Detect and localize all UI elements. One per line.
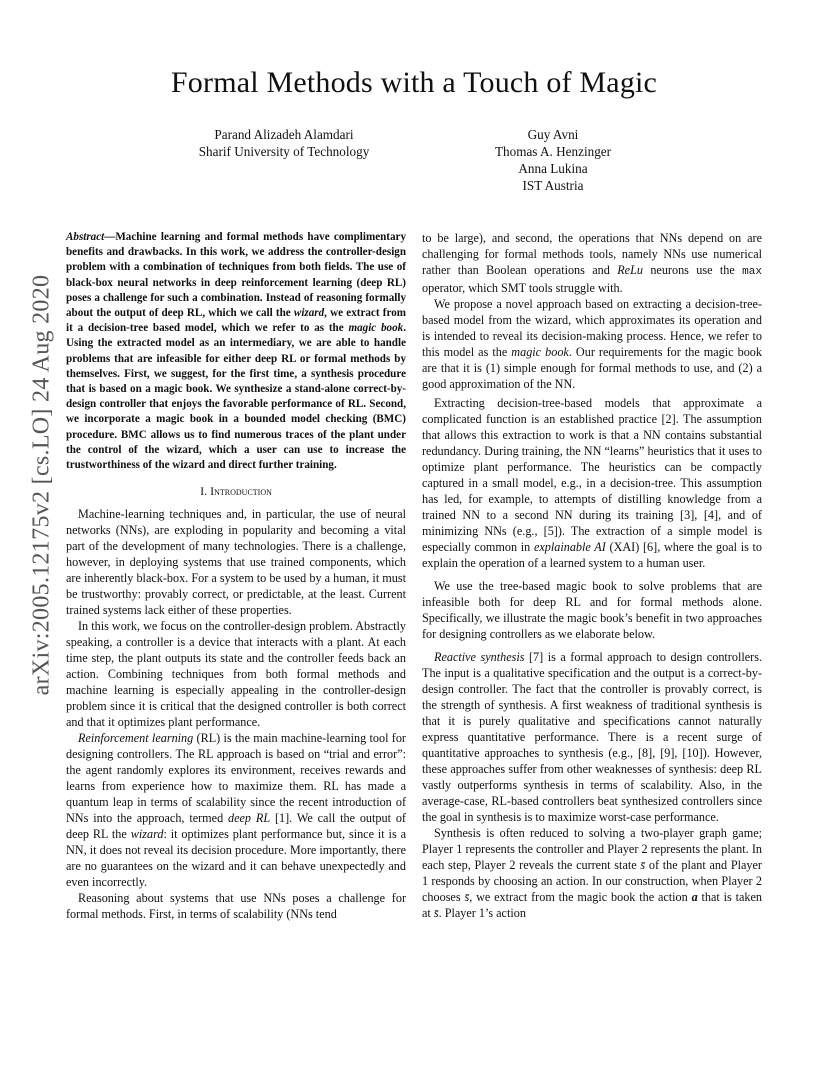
- math-state: s̄: [640, 858, 646, 872]
- math-state: s̄: [433, 906, 439, 920]
- abstract-text: —Machine learning and formal methods have complimentary benefits and drawbacks. In this work, we address the controller-design problem with a combination of techniques from both fields. The use of black-box neural networks in deep reinforcement learning (deep RL) poses a challenge for such a combination. Instead of reasoning formally about the output of deep RL, which we call the: [66, 231, 406, 320]
- paper-title: Formal Methods with a Touch of Magic: [170, 66, 658, 99]
- paragraph: Machine-learning techniques and, in particular, the use of neural networks (NNs), are exploding in popularity and becoming a vital part of the development of many technologies. There is a challenge, however, in deploying systems that use trained components, which are inherently black-box. For a system to be used by a human, it must be trustworthy: provably correct, or predictable, at the least. Current trained systems lack either of these properties.: [66, 507, 406, 618]
- term-reactive-synthesis: Reactive synthesis: [434, 650, 525, 664]
- paragraph-text: to be large), and second, the operations that NNs depend on are challenging for formal methods tools, namely NNs use numerical rather than Boolean operations and: [422, 231, 762, 277]
- term-deep-rl: deep RL: [228, 811, 271, 826]
- paragraph-text: Extracting decision-tree-based models that approximate a complicated function is an established practice [2]. The assumption that allows this extraction to work is that a NN contains substantial redundancy. During training, the NN “learns” heuristics that it uses to optimize plant performance. The heuristics can be compactly captured in a small model, e.g., in a decision-tree. This assumption has led, for example, to attempts of distilling knowledge from a trained NN to a second NN during its training [3], [4], and of minimizing NNs (e.g., [5]). The extraction of a simple model is especially common in: [422, 396, 762, 554]
- author-affiliation: Sharif University of Technology: [198, 144, 370, 159]
- abstract-text: , we extract from it a decision-tree based model, which we refer to as the: [66, 307, 406, 335]
- left-column: [66, 230, 406, 922]
- term-reinforcement-learning: Reinforcement learning: [78, 731, 194, 746]
- paragraph-text: , we extract from the magic book the action: [469, 890, 692, 904]
- section-heading: [66, 483, 406, 499]
- term-wizard: wizard: [130, 827, 164, 842]
- paragraph-text: of the plant and Player 1 responds by choosing an action. In our construction, when Player 2 chooses: [422, 858, 762, 904]
- author-name: Parand Alizadeh Alamdari: [214, 127, 354, 142]
- author-name: Anna Lukina: [518, 161, 588, 176]
- paragraph: [422, 395, 762, 571]
- paragraph: [422, 649, 762, 825]
- paragraph-text: [7] is a formal approach to design controllers. The input is a qualitative specification and the output is a correct-by-design controller. The fact that the controller is provably correct, is the strength of synthesis. A first weakness of traditional synthesis is that it is purely qualitative and specifications cannot naturally express quantitative performance. There is a recent surge of quantitative approaches to synthesis (e.g., [8], [9], [10]). However, these approaches suffer from other weaknesses of synthesis: deep RL vastly outperforms synthesis in terms of scalability. Also, in the average-case, RL-based controllers beat synthesized controllers since the goal in synthesis is to maximize worst-case performance.: [422, 650, 762, 824]
- abstract-term-magic-book: magic book: [348, 322, 404, 335]
- paragraph-text: neurons use the: [642, 263, 743, 277]
- section-numeral: I.: [200, 484, 211, 499]
- paragraph-text: . Our requirements for the magic book are that it is (1) simple enough for formal methods to use, and (2) a good approximation of the NN.: [422, 345, 762, 391]
- paragraph: [66, 730, 406, 890]
- paragraph: [422, 296, 762, 392]
- math-state: s̄: [464, 890, 470, 904]
- abstract: [66, 230, 406, 473]
- paragraph-text: that is taken at: [422, 890, 763, 920]
- author-block-left: [176, 126, 392, 160]
- author-block-right: [468, 126, 638, 194]
- paragraph-text: (XAI) [6], where the goal is to explain the operation of a learned system to a human user.: [422, 540, 763, 570]
- paragraph-text: . Player 1’s action: [438, 906, 526, 920]
- author-affiliation: IST Austria: [522, 178, 584, 193]
- term-magic-book: magic book: [511, 345, 569, 359]
- paragraph-text: We propose a novel approach based on extracting a decision-tree-based model from the wizard, which approximates its operation and is intended to reveal its decision-making process. Hence, we refer to this model as the: [422, 297, 762, 359]
- paragraph: [422, 230, 762, 296]
- paragraph-text: : it optimizes plant performance but, since it is a NN, it does not reveal its decision procedure. More importantly, there are no guarantees on the wizard and it can behave unexpectedly and even incorrectly.: [66, 827, 406, 890]
- author-name: Thomas A. Henzinger: [494, 144, 612, 159]
- section-title: Introduction: [210, 484, 272, 499]
- math-action: a: [691, 890, 698, 904]
- term-explainable-ai: explainable AI: [533, 540, 606, 554]
- paragraph-text: Synthesis is often reduced to solving a two-player graph game; Player 1 represents the controller and Player 2 represents the plant. In each step, Player 2 reveals the current state: [422, 826, 762, 872]
- term-relu: ReLu: [617, 263, 643, 277]
- paragraph-text: (RL) is the main machine-learning tool for designing controllers. The RL approach is based on “trial and error”: the agent randomly explores its environment, receives rewards and learns from experience how to maximize them. RL has made a quantum leap in terms of scalability since the recent introduction of NNs into the approach, termed: [66, 731, 406, 826]
- paragraph: [422, 825, 762, 921]
- abstract-text: . Using the extracted model as an intermediary, we are able to handle problems that are infeasible for either deep RL or formal methods by themselves. First, we suggest, for the first time, a synthesis procedure that is based on a magic book. We synthesize a stand-alone correct-by-design controller that enjoys the favorable performance of RL. Second, we incorporate a magic book in a bounded model checking (BMC) procedure. BMC allows us to find numerous traces of the plant under the control of the wizard, which a user can use to increase the trustworthiness of the wizard and direct further training.: [66, 322, 406, 472]
- paragraph: In this work, we focus on the controller-design problem. Abstractly speaking, a controller is a device that interacts with a plant. At each time step, the plant outputs its state and the controller feeds back an action. Combining techniques from both formal methods and machine learning is especially appealing in the controller-design problem since it is critical that the designed controller is both correct and that it optimizes plant performance.: [66, 619, 406, 730]
- paragraph-text: operator, which SMT tools struggle with.: [422, 281, 623, 295]
- paragraph: Reasoning about systems that use NNs poses a challenge for formal methods. First, in terms of scalability (NNs tend: [66, 891, 406, 922]
- abstract-heading: Abstract: [66, 231, 105, 243]
- abstract-term-wizard: wizard: [293, 307, 325, 320]
- right-column: [422, 230, 762, 921]
- paragraph-text: [1]. We call the output of deep RL the: [66, 811, 406, 842]
- author-name: Guy Avni: [527, 127, 579, 142]
- code-max: max: [742, 266, 762, 278]
- paragraph: We use the tree-based magic book to solve problems that are infeasible both for deep RL and for formal methods alone. Specifically, we illustrate the magic book’s benefit in two approaches for designing controllers as we elaborate below.: [422, 579, 762, 641]
- arxiv-stamp: arXiv:2005.12175v2 [cs.LO] 24 Aug 2020: [28, 274, 55, 696]
